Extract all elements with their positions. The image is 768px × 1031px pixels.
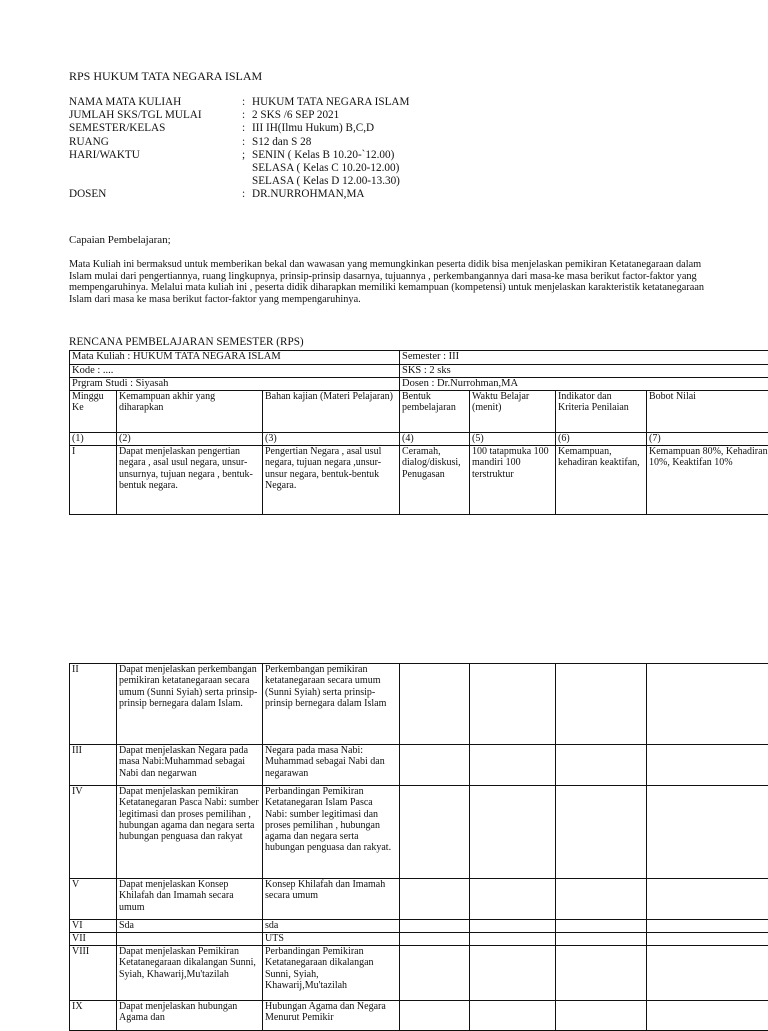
table-info-row xyxy=(70,351,768,365)
header-number: (3) xyxy=(263,433,400,446)
week-cell: II xyxy=(70,664,117,745)
meta-value: 2 SKS /6 SEP 2021 xyxy=(252,109,339,122)
bahan-cell: Hubungan Agama dan Negara Menurut Pemikir xyxy=(263,1001,400,1031)
table-row xyxy=(70,920,768,933)
bahan-cell: Perbandingan Pemikiran Ketatanegaraan dikalangan Sunni, Syiah, Khawarij,Mu'tazilah xyxy=(263,946,400,1001)
header-number: (6) xyxy=(556,433,647,446)
meta-separator: : xyxy=(242,122,252,135)
week-cell: V xyxy=(70,879,117,920)
week-cell: IX xyxy=(70,1001,117,1031)
header-cell: Waktu Belajar (menit) xyxy=(470,391,556,433)
header-number: (2) xyxy=(117,433,263,446)
info-sks: SKS : 2 sks xyxy=(400,365,768,378)
rps-table xyxy=(69,350,768,515)
kemampuan-cell: Dapat menjelaskan perkembangan pemikiran ketatanegaraan secara umum (Sunni Syiah) serta prinsip-prinsip bernegara dalam Islam. xyxy=(117,664,263,745)
table-row xyxy=(70,933,768,946)
waktu-cell: 100 tatapmuka 100 mandiri 100 terstruktur xyxy=(470,446,556,515)
info-prodi: Prgram Studi : Siyasah xyxy=(70,378,400,391)
kemampuan-cell: Dapat menjelaskan Negara pada masa Nabi:Muhammad sebagai Nabi dan negarwan xyxy=(117,745,263,786)
meta-separator: : xyxy=(242,136,252,149)
meta-value: SELASA ( Kelas C 10.20-12.00) xyxy=(252,162,400,175)
bahan-cell: Konsep Khilafah dan Imamah secara umum xyxy=(263,879,400,920)
bahan-cell: UTS xyxy=(263,933,400,946)
meta-separator: : xyxy=(242,96,252,109)
info-semester: Semester : III xyxy=(400,351,768,365)
kemampuan-cell: Dapat menjelaskan pengertian negara , asal usul negara, unsur-unsurnya, tujuan negara , bentuk-bentuk negara. xyxy=(117,446,263,515)
header-number: (5) xyxy=(470,433,556,446)
rps-table-continued xyxy=(69,663,768,1031)
meta-value: SELASA ( Kelas D 12.00-13.30) xyxy=(252,175,400,188)
meta-value: HUKUM TATA NEGARA ISLAM xyxy=(252,96,409,109)
kemampuan-cell: Sda xyxy=(117,920,263,933)
meta-value: DR.NURROHMAN,MA xyxy=(252,188,365,201)
meta-row xyxy=(69,136,669,149)
kemampuan-cell: Dapat menjelaskan hubungan Agama dan xyxy=(117,1001,263,1031)
header-cell: Indikator dan Kriteria Penilaian xyxy=(556,391,647,433)
meta-label: JUMLAH SKS/TGL MULAI xyxy=(69,109,242,122)
bentuk-cell: Ceramah, dialog/diskusi, Penugasan xyxy=(400,446,470,515)
header-cell: Kemampuan akhir yang diharapkan xyxy=(117,391,263,433)
meta-value: S12 dan S 28 xyxy=(252,136,311,149)
table-row xyxy=(70,879,768,920)
meta-row xyxy=(69,96,669,109)
bahan-cell: Perkembangan pemikiran ketatanegaraan secara umum (Sunni Syiah) serta prinsip- prinsip bernegara dalam Islam xyxy=(263,664,400,745)
meta-label: RUANG xyxy=(69,136,242,149)
week-cell: VI xyxy=(70,920,117,933)
meta-separator: : xyxy=(242,188,252,201)
kemampuan-cell: Dapat menjelaskan Konsep Khilafah dan Imamah secara umum xyxy=(117,879,263,920)
meta-label: SEMESTER/KELAS xyxy=(69,122,242,135)
capaian-heading: Capaian Pembelajaran; xyxy=(69,234,171,246)
bahan-cell: Perbandingan Pemikiran Ketatanegaran Islam Pasca Nabi: sumber legitimasi dan proses pemilihan , hubungan agama dan negara serta hubungan penguasa dan rakyat. xyxy=(263,786,400,879)
bahan-cell: Negara pada masa Nabi: Muhammad sebagai Nabi dan negarawan xyxy=(263,745,400,786)
info-matakuliah: Mata Kuliah : HUKUM TATA NEGARA ISLAM xyxy=(70,351,400,365)
meta-row xyxy=(69,149,669,189)
bahan-cell: sda xyxy=(263,920,400,933)
table-row xyxy=(70,664,768,745)
info-kode: Kode : .... xyxy=(70,365,400,378)
header-number: (1) xyxy=(70,433,117,446)
info-dosen: Dosen : Dr.Nurrohman,MA xyxy=(400,378,768,391)
meta-value: SENIN ( Kelas B 10.20-`12.00) xyxy=(252,149,400,162)
bahan-cell: Pengertian Negara , asal usul negara, tujuan negara ,unsur-unsur negara, bentuk-bentuk Negara. xyxy=(263,446,400,515)
table-row xyxy=(70,1001,768,1031)
kemampuan-cell xyxy=(117,933,263,946)
table-row xyxy=(70,946,768,1001)
table-header-row xyxy=(70,391,768,433)
kemampuan-cell: Dapat menjelaskan Pemikiran Ketatanegaraan dikalangan Sunni, Syiah, Khawarij,Mu'tazilah xyxy=(117,946,263,1001)
week-cell: IV xyxy=(70,786,117,879)
meta-value: III IH(Ilmu Hukum) B,C,D xyxy=(252,122,374,135)
bobot-cell: Kemampuan 80%, Kehadiran 10%, Keaktifan 10% xyxy=(647,446,768,515)
meta-label: HARI/WAKTU xyxy=(69,149,242,189)
week-cell: VII xyxy=(70,933,117,946)
week-cell: III xyxy=(70,745,117,786)
meta-label: DOSEN xyxy=(69,188,242,201)
header-number: (7) xyxy=(647,433,768,446)
table-info-row xyxy=(70,365,768,378)
table-number-row xyxy=(70,433,768,446)
meta-row xyxy=(69,122,669,135)
week-cell: VIII xyxy=(70,946,117,1001)
kemampuan-cell: Dapat menjelaskan pemikiran Ketatanegaran Pasca Nabi: sumber legitimasi dan proses pemilihan , hubungan agama dan negara serta hubungan penguasa dan rakyat xyxy=(117,786,263,879)
meta-row xyxy=(69,188,669,201)
table-row xyxy=(70,745,768,786)
table-info-row xyxy=(70,378,768,391)
meta-row xyxy=(69,109,669,122)
capaian-paragraph: Mata Kuliah ini bermaksud untuk memberikan bekal dan wawasan yang memungkinkan peserta didik bisa menjelaskan pemikiran Ketatanegaraan dalam Islam mulai dari pengertiannya, ruang lingkupnya, prinsip-prinsip dasarnya, tujuannya , perkembangannya dari masa-ke masa berikut factor-faktor yang mempengaruhinya. Melalui mata kuliah ini , peserta didik diharapkan memiliki kemampuan (kompetensi) untuk menjelaskan karakteristik ketatanegaraan Islam dari masa ke masa berikut factor-faktor yang mempengaruhinya. xyxy=(69,259,717,306)
header-cell: Bahan kajian (Materi Pelajaran) xyxy=(263,391,400,433)
meta-label: NAMA MATA KULIAH xyxy=(69,96,242,109)
rps-heading: RENCANA PEMBELAJARAN SEMESTER (RPS) xyxy=(69,336,304,348)
header-cell: Bobot Nilai xyxy=(647,391,768,433)
indikator-cell: Kemampuan, kehadiran keaktifan, xyxy=(556,446,647,515)
meta-separator: : xyxy=(242,109,252,122)
header-number: (4) xyxy=(400,433,470,446)
meta-separator: ; xyxy=(242,149,252,189)
week-cell: I xyxy=(70,446,117,515)
table-row xyxy=(70,786,768,879)
table-row xyxy=(70,446,768,515)
header-cell: Minggu Ke xyxy=(70,391,117,433)
document-title: RPS HUKUM TATA NEGARA ISLAM xyxy=(69,69,262,84)
header-cell: Bentuk pembelajaran xyxy=(400,391,470,433)
course-meta xyxy=(69,96,669,202)
